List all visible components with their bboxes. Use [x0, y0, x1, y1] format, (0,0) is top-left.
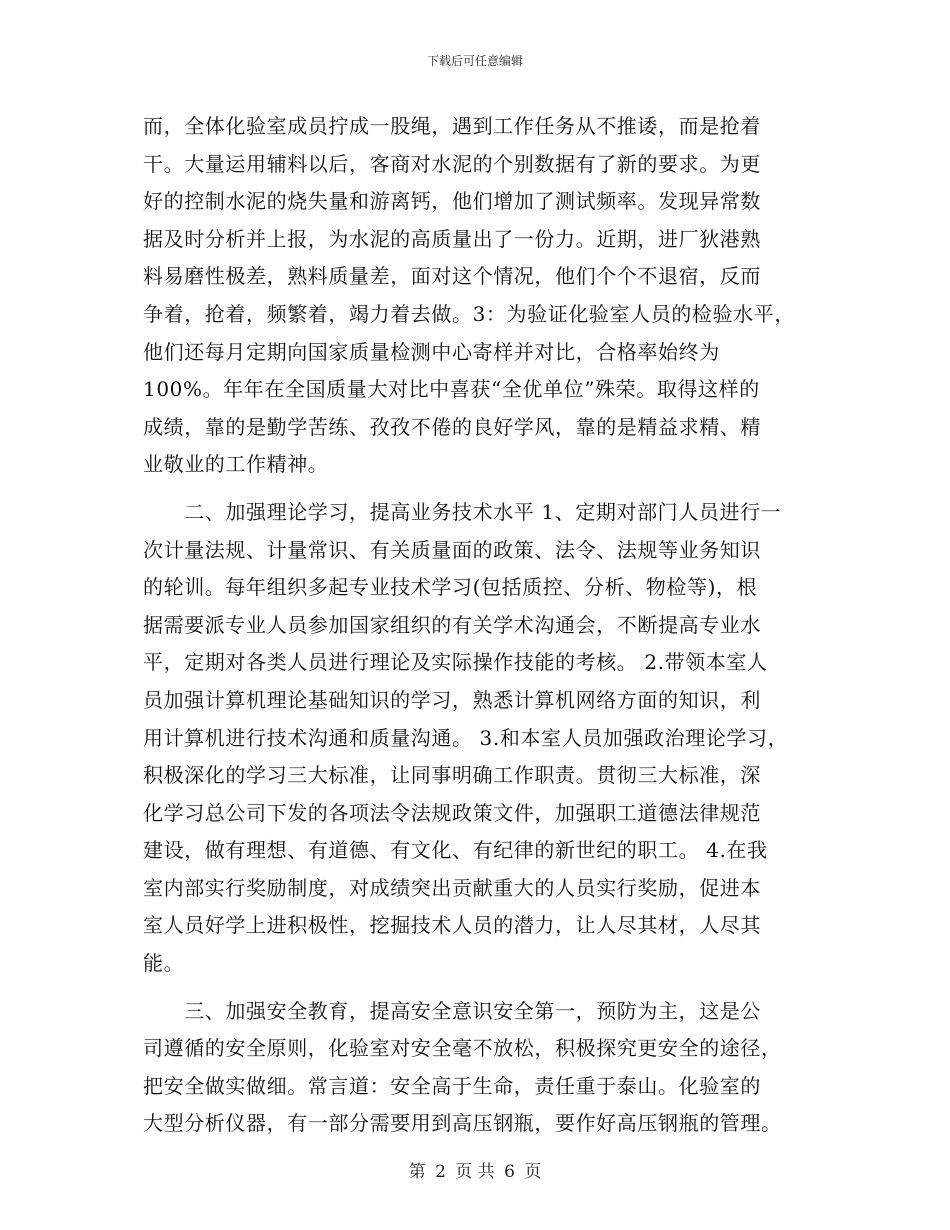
- total-pages: 6: [504, 1162, 515, 1182]
- footer-middle: 页 共: [455, 1162, 495, 1182]
- text-line: 而，全体化验室成员拧成一股绳，遇到工作任务从不推诿，而是抢着: [143, 114, 761, 138]
- text-line: 的轮训。每年组织多起专业技术学习(包括质控、分析、物检等)，根: [143, 575, 758, 600]
- footer-suffix: 页: [524, 1162, 542, 1182]
- text-line: 把安全做实做细。常言道：安全高于生命，责任重于泰山。化验室的: [143, 1073, 761, 1098]
- page-number: 2: [435, 1162, 446, 1182]
- text-line: 建设，做有理想、有道德、有文化、有纪律的新世纪的职工。 4.在我: [143, 838, 768, 863]
- text-line: 大型分析仪器，有一部分需要用到高压钢瓶，要作好高压钢瓶的管理。: [143, 1111, 782, 1136]
- paragraph-2: [143, 494, 815, 983]
- text-line: 成绩，靠的是勤学苦练、孜孜不倦的良好学风，靠的是精益求精、精: [143, 414, 761, 439]
- text-line: 他们还每月定期向国家质量检测中心寄样并对比，合格率始终为: [143, 339, 720, 364]
- text-line: 室人员好学上进积极性，挖掘技术人员的潜力，让人尽其材，人尽其: [143, 913, 761, 938]
- text-line: 能。: [143, 951, 185, 976]
- text-line: 据需要派专业人员参加国家组织的有关学术沟通会，不断提高专业水: [143, 612, 761, 637]
- footer-prefix: 第: [408, 1162, 426, 1182]
- text-line: 干。大量运用辅料以后，客商对水泥的个别数据有了新的要求。为更: [143, 151, 761, 176]
- paragraph-gap: [143, 484, 815, 494]
- paragraph-3: [143, 993, 815, 1143]
- text-line: 化学习总公司下发的各项法令法规政策文件，加强职工道德法律规范: [143, 800, 761, 825]
- text-line: 次计量法规、计量常识、有关质量面的政策、法令、法规等业务知识: [143, 537, 761, 562]
- text-line: 用计算机进行技术沟通和质量沟通。 3.和本室人员加强政治理论学习，: [143, 725, 789, 750]
- document-body: [143, 108, 815, 1143]
- text-line: 争着，抢着，频繁着，竭力着去做。3：为验证化验室人员的检验水平，: [143, 301, 795, 326]
- text-line: 料易磨性极差，熟料质量差，面对这个情况，他们个个不退宿，反而: [143, 264, 761, 289]
- page-footer: [0, 1157, 950, 1182]
- text-line: 据及时分析并上报，为水泥的高质量出了一份力。近期，进厂狄港熟: [143, 226, 761, 251]
- paragraph-1: [143, 108, 815, 484]
- text-line: 业敬业的工作精神。: [143, 452, 329, 477]
- text-line: 员加强计算机理论基础知识的学习，熟悉计算机网络方面的知识，利: [143, 687, 761, 712]
- text-line: 二、加强理论学习，提高业务技术水平 1、定期对部门人员进行一: [143, 499, 782, 524]
- text-line: 100%。年年在全国质量大对比中喜获“全优单位”殊荣。取得这样的: [143, 377, 760, 402]
- text-line: 平，定期对各类人员进行理论及实际操作技能的考核。 2.带领本室人: [143, 650, 768, 675]
- page-header: 下载后可任意编辑: [426, 54, 523, 68]
- text-line: 司遵循的安全原则，化验室对安全毫不放松，积极探究更安全的途径，: [143, 1036, 782, 1061]
- text-line: 三、加强安全教育，提高安全意识安全第一，预防为主，这是公: [143, 998, 761, 1023]
- paragraph-gap: [143, 983, 815, 993]
- text-line: 好的控制水泥的烧失量和游离钙，他们增加了测试频率。发现异常数: [143, 189, 761, 214]
- text-line: 室内部实行奖励制度，对成绩突出贡献重大的人员实行奖励，促进本: [143, 875, 761, 900]
- text-line: 积极深化的学习三大标准，让同事明确工作职责。贯彻三大标准，深: [143, 763, 761, 788]
